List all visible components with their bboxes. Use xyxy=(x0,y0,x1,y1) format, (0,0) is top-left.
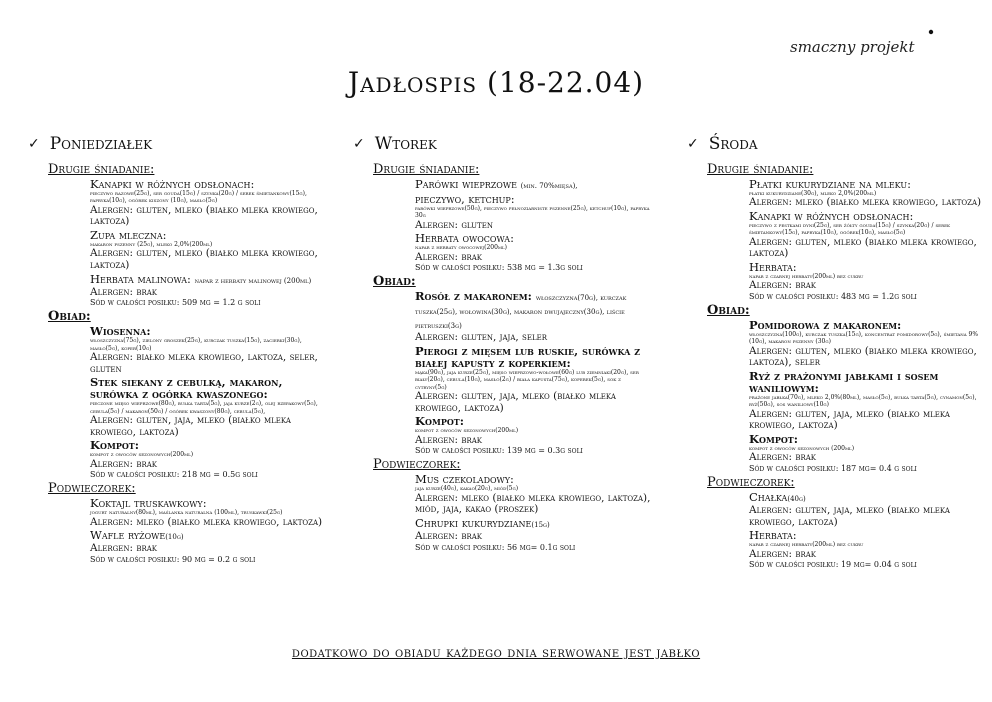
dish-ingredients: kompot z owoców sezonowych(200ml) xyxy=(415,427,519,435)
dish-name-row xyxy=(90,273,328,287)
dish-allergens: Alergen: gluten, mleko (białko mleka krowiego, laktoza) xyxy=(90,247,318,271)
dish-name: Płatki kukurydziane na mleku: xyxy=(749,177,911,191)
dish-allergens: Alergen: brak xyxy=(415,530,483,542)
section-lunch: Obiad: xyxy=(373,274,416,290)
section-breakfast: Drugie śniadanie: xyxy=(373,162,480,177)
section-snack: Podwieczorek: xyxy=(48,481,136,497)
dish-note: (40g) xyxy=(787,495,806,503)
salt-info: Sód w całości posiłku: 56 mg= 0.1g soli xyxy=(415,542,576,552)
dish-name: Parówki wieprzowe xyxy=(415,177,517,191)
dish-name: Chałka xyxy=(749,490,788,504)
dish-ingredients: włoszczyzna(100g), kurczak tuszka(15g), koncentrat pomidorowy(5g), śmietana 9%(10g), makaron pszenny (30g) xyxy=(749,331,979,346)
dish-ingredients: pieczywo z pestkami dyni(25g), ser żółty gouda(15g) / szynka(20g) / serek śmietankowy(15g), papryka(10g), ogórek(10g), masło(5g) xyxy=(749,222,951,237)
dish-allergens: Alergen: gluten, jaja, mleko (białko mleka krowiego, laktoza) xyxy=(749,504,950,528)
dish-allergens: Alergen: gluten, jaja, mleko (białko mleka krowiego, laktoza) xyxy=(415,390,616,414)
dish-allergens: Alergen: brak xyxy=(749,547,817,560)
salt-info: Sód w całości posiłku: 509 mg = 1.2 g soli xyxy=(90,298,261,308)
dish-ingredients: kompot z owoców sezonowych (200ml) xyxy=(749,445,855,452)
footer-note: dodatkowo do obiadu każdego dnia serwowane jest jabłko xyxy=(291,645,701,661)
dish-name: Wafle ryżowe xyxy=(90,528,166,543)
dish-name-row xyxy=(749,491,987,505)
dish-name: Pomidorowa z makaronem: xyxy=(749,318,902,332)
dish-name: Wiosenna: xyxy=(90,324,151,339)
day-heading xyxy=(28,134,328,154)
dish-ingredients: pieczywo razowe(25g), ser gouda(15g) / szynka(20g) / serek śmietankowy(15g), papryka(10g), ogórek kiszony (10g), masło(5g) xyxy=(90,190,307,205)
dish-name-row xyxy=(415,178,653,192)
dish-name: Herbata: xyxy=(749,528,797,543)
brand-logo xyxy=(786,26,936,70)
section-lunch: Obiad: xyxy=(707,303,750,318)
dish-allergens: Alergen: brak xyxy=(90,285,158,298)
breakfast-items xyxy=(749,178,987,301)
logo-dot xyxy=(929,30,933,34)
checkmark-icon: ✓ xyxy=(687,136,699,152)
day-name: Poniedziałek xyxy=(49,134,153,154)
salt-info: Sód w całości posiłku: 139 mg = 0.3g soli xyxy=(415,446,583,456)
salt-info: Sód w całości posiłku: 187 mg= 0.4 g soli xyxy=(749,464,917,473)
dish-ingredients: płatki kukurydziane(30g), mleko 2,0%(200ml) xyxy=(749,190,877,197)
dish-ingredients: włoszczyzna(75g), zielony groszek(25g), kurczak tuszka(15g), zacierki(30g), masło(5g), koper(10g) xyxy=(90,337,302,352)
dish-allergens: Alergen: gluten, mleko (białko mleka krowiego, laktoza) xyxy=(749,235,977,260)
day-column-wednesday xyxy=(687,134,987,570)
dish-note: (15g) xyxy=(531,521,550,529)
dish-allergens: Alergen: mleko (białko mleka krowiego, laktoza) xyxy=(749,196,982,209)
snack-items xyxy=(749,491,987,569)
dish-name-cont: pieczywo, ketchup: xyxy=(415,192,515,206)
salt-info: Sód w całości posiłku: 218 mg = 0.5g soli xyxy=(90,470,258,480)
dish-name: Herbata malinowa: xyxy=(90,271,191,286)
snack-items xyxy=(415,473,653,551)
salt-info: Sód w całości posiłku: 19 mg= 0.04 g soli xyxy=(749,560,917,570)
dish-allergens: Alergen: gluten, jaja, mleko (białko mleka krowiego, laktoza) xyxy=(749,407,950,432)
dish-ingredients: kompot z owoców sezonowych(200ml) xyxy=(90,451,194,459)
dish-ingredients: parówki wieprzowe(50g), pieczywo pełnoziarniste pszenne(25g), ketchup(10g), papryka 30g xyxy=(415,205,650,220)
dish-name: Pierogi z mięsem lub ruskie, surówka z białej kapusty z koperkiem: xyxy=(415,344,641,370)
lunch-items xyxy=(749,319,987,473)
day-heading xyxy=(353,134,653,154)
day-heading xyxy=(687,134,987,154)
dish-name: Kanapki w różnych odsłonach: xyxy=(749,209,914,223)
dish-allergens: Alergen: brak xyxy=(749,451,817,464)
dish-allergens: Alergen: mleko (białko mleka krowiego, laktoza) xyxy=(90,515,323,528)
dish-ingredients: napar z herbaty owocowej(200ml) xyxy=(415,244,507,252)
logo-text: smaczny projekt xyxy=(790,38,915,56)
dish-allergens: Alergen: gluten, mleko (białko mleka krowiego, laktoza), seler xyxy=(749,344,977,369)
checkmark-icon: ✓ xyxy=(353,136,365,152)
salt-info: Sód w całości posiłku: 538 mg = 1.3g soli xyxy=(415,263,583,273)
dish-ingredients: pieczone mięso wieprzowe(80g), bułka tarta(5g), jaja kurze(2g), olej rzepakowy(5g), cebula(5g) / makaron(50g) / ogórek kwaszony(80g), cebula(5g), xyxy=(90,400,318,415)
snack-items xyxy=(90,497,328,564)
section-breakfast: Drugie śniadanie: xyxy=(48,162,155,177)
dish-name: Herbata: xyxy=(749,260,797,274)
dish-allergens: Alergen: białko mleka krowiego, laktoza, seler, gluten xyxy=(90,351,318,375)
dish-ingredients: napar z czarnej herbaty(200ml) bez cukru xyxy=(749,541,864,549)
dish-allergens: Alergen: gluten xyxy=(415,218,493,231)
dish-name: Kanapki w różnych odsłonach: xyxy=(90,177,255,191)
page-title: Jadłospis (18-22.04) xyxy=(347,66,645,99)
day-name: Środa xyxy=(708,134,758,154)
salt-info: Sód w całości posiłku: 90 mg = 0.2 g soli xyxy=(90,554,256,564)
checkmark-icon: ✓ xyxy=(28,136,40,152)
logo-svg xyxy=(786,26,936,70)
breakfast-items xyxy=(90,178,328,307)
section-snack: Podwieczorek: xyxy=(707,475,795,490)
dish-note: napar z herbaty malinowej (200ml) xyxy=(194,276,312,285)
day-column-monday xyxy=(28,134,328,565)
dish-name: Kompot: xyxy=(749,432,799,446)
dish-allergens: Alergen: mleko (białko mleka krowiego, laktoza), miód, jaja, kakao (proszek) xyxy=(415,491,651,516)
dish-name: Kompot: xyxy=(90,438,140,453)
dish-name: Ryż z prażonymi jabłkami i sosem waniliowym: xyxy=(749,369,939,395)
section-lunch: Obiad: xyxy=(48,309,91,325)
lunch-items xyxy=(415,290,653,455)
dish-ingredients: makaron pszenny (25g), mleko 2,0%(200ml) xyxy=(90,241,213,248)
dish-name: Herbata owocowa: xyxy=(415,231,514,246)
dish-allergens: Alergen: brak xyxy=(749,279,817,292)
dish-allergens: Alergen: brak xyxy=(415,250,483,263)
dish-note: włoszczyzna(70g), kurczak tuszka(25g), wołowina(30g), makaron dwujajeczny(30g), liście pietruszki(3g) xyxy=(415,294,627,331)
dish-ingredients: prażone jabłka(70g), mleko 2,0%(80ml), masło(5g), bułka tarta(5g), cynamon(5g), ryż(50g), sos waniliowy(10g) xyxy=(749,394,977,409)
dish-allergens: Alergen: brak xyxy=(90,457,158,470)
section-snack: Podwieczorek: xyxy=(373,457,461,473)
dish-ingredients: jaja kurze(40g), kakao(20g), miód(5g) xyxy=(415,485,519,493)
dish-ingredients: mąka(90g), jaja kurze(25g), mięso wieprzowo-wołowe(60g) lub ziemniaki(20g), ser biały(20g), cebula(10g), masło(2g) / biała kapusta(75g), koperek(5g), sok z cytryny(5g) xyxy=(415,369,639,391)
dish-allergens: Alergen: gluten, mleko (białko mleka krowiego, laktoza) xyxy=(90,203,318,228)
dish-allergens: Alergen: brak xyxy=(415,433,483,446)
dish-name: Zupa mleczna: xyxy=(90,228,167,242)
section-breakfast: Drugie śniadanie: xyxy=(707,162,814,177)
dish-note: (10g) xyxy=(165,533,184,542)
dish-allergens: Alergen: gluten, jaja, seler xyxy=(415,331,547,344)
salt-info: Sód w całości posiłku: 483 mg = 1.2g soli xyxy=(749,292,917,301)
lunch-items xyxy=(90,325,328,479)
dish-name-row xyxy=(415,290,653,332)
dish-name: Chrupki kukurydziane xyxy=(415,516,532,530)
dish-name-row xyxy=(415,517,653,531)
dish-ingredients: jogurt naturalny(80ml), maślanka naturalna (100ml), truskawki(25g) xyxy=(90,509,283,517)
day-column-tuesday xyxy=(353,134,653,553)
dish-name: Stek siekany z cebulką, makaron, surówka z ogórka kwaszonego: xyxy=(90,375,283,402)
dish-name: Rosół z makaronem: xyxy=(415,289,532,304)
dish-note: (min. 70%mięsa), xyxy=(520,182,578,190)
dish-allergens: Alergen: brak xyxy=(90,542,158,555)
dish-name: Koktajl truskawkowy: xyxy=(90,496,207,511)
dish-name-row xyxy=(90,529,328,543)
dish-name: Kompot: xyxy=(415,414,465,429)
dish-allergens: Alergen: gluten, jaja, mleko (białko mleka krowiego, laktoza) xyxy=(90,414,291,438)
day-name: Wtorek xyxy=(374,134,437,154)
dish-ingredients: napar z czarnej herbaty(200ml) bez cukru xyxy=(749,273,864,280)
dish-name: Mus czekoladowy: xyxy=(415,472,514,487)
breakfast-items xyxy=(415,178,653,272)
